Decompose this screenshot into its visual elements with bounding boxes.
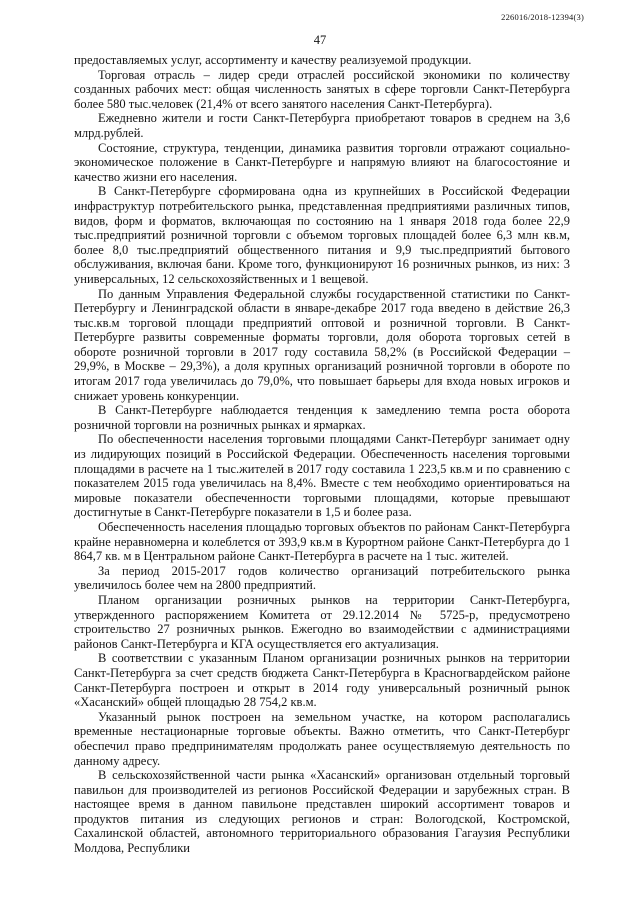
paragraph-daily-purchases: Ежедневно жители и гости Санкт-Петербурга приобретают товаров в среднем на 3,6 млрд.рублей.	[74, 111, 570, 140]
paragraph-land-plot: Указанный рынок построен на земельном участке, на котором располагались временные нестационарные торговые объекты. Важно отметить, что Санкт-Петербург обеспечил право предпринимателям продолжать ранее осуществляемую деятельность по данному адресу.	[74, 709, 570, 768]
paragraph-statistics: По данным Управления Федеральной службы государственной статистики по Санкт-Петербургу и Ленинградской области в январе-декабре 2017 года введено в действие 26,3 тыс.кв.м торговой площади предприятий оптовой и розничной торговли. В Санкт-Петербурге развиты современные форматы торговли, доля оборота торговых сетей в обороте розничной торговли в 2017 году составила 58,2% (в Российской Федерации – 29,9%, в Москве – 29,3%), а доля крупных организаций розничной торговли в обороте по итогам 2017 года увеличилась до 79,0%, что повышает барьеры для входа новых игроков и снижает уровень конкуренции.	[74, 286, 570, 403]
document-id: 226016/2018-12394(3)	[501, 12, 584, 22]
page-number: 47	[313, 33, 327, 47]
paragraph-markets-trend: В Санкт-Петербурге наблюдается тенденция к замедлению темпа роста оборота розничной торговли на розничных рынках и ярмарках.	[74, 403, 570, 432]
paragraph-markets-plan: Планом организации розничных рынков на территории Санкт-Петербурга, утвержденного распоряжением Комитета от 29.12.2014 № 5725-р, предусмотрено строительство 27 розничных рынков. Ежегодно во взаимодействии с администрациями районов Санкт-Петербурга и КГА осуществляется его актуализация.	[74, 592, 570, 651]
paragraph-trade-state: Состояние, структура, тенденции, динамика развития торговли отражают социально-экономическое положение в Санкт-Петербурге и напрямую влияют на благосостояние и качество жизни его населения.	[74, 140, 570, 184]
paragraph-organizations-growth: За период 2015-2017 годов количество организаций потребительского рынка увеличилось более чем на 2800 предприятий.	[74, 563, 570, 593]
paragraph-pavilion: В сельскохозяйственной части рынка «Хасанский» организован отдельный торговый павильон для производителей из регионов Российской Федерации и зарубежных стран. В настоящее время в данном павильоне представлен широкий ассортимент товаров и продуктов питания из следующих регионов и стран: Вологодской, Костромской, Сахалинской областей, автономного территориального образования Гагаузия Республики Молдова, Республики	[74, 768, 570, 856]
paragraph-trade-area-supply: По обеспеченности населения торговыми площадями Санкт-Петербург занимает одну из лидирующих позиций в Российской Федерации. Обеспеченность населения торговыми площадями в расчете на 1 тыс.жителей в 2017 году составила 1 223,5 кв.м и по сравнению с показателем 2015 года увеличилась на 8,4%. Вместе с тем необходимо ориентироваться на мировые показатели обеспеченности торговыми площадями, которые превышают достигнутые в Санкт-Петербурге показатели в 1,5 и более раза.	[74, 432, 570, 520]
paragraph-khasansky-market: В соответствии с указанным Планом организации розничных рынков на территории Санкт-Петербурга за счет средств бюджета Санкт-Петербурга в Красногвардейском районе Санкт-Петербурга построен и открыт в 2014 году универсальный розничный рынок «Хасанский» общей площадью 28 754,2 кв.м.	[74, 651, 570, 710]
document-body	[74, 53, 570, 856]
paragraph-district-supply: Обеспеченность населения площадью торговых объектов по районам Санкт-Петербурга крайне неравномерна и колеблется от 393,9 кв.м в Курортном районе Санкт-Петербурга до 1 864,7 кв. м в Центральном районе Санкт-Петербурга в расчете на 1 тыс. жителей.	[74, 520, 570, 564]
paragraph-continuation: предоставляемых услуг, ассортименту и качеству реализуемой продукции.	[74, 53, 472, 67]
paragraph-infrastructure: В Санкт-Петербурге сформирована одна из крупнейших в Российской Федерации инфраструктур потребительского рынка, представленная предприятиями различных типов, видов, форм и форматов, включающая по состоянию на 1 января 2018 года более 22,9 тыс.предприятий розничной торговли с объемом торговых площадей более 6,3 млн кв.м, более 8,0 тыс.предприятий общественного питания и 9,9 тыс.предприятий бытового обслуживания, включая бани. Кроме того, функционируют 16 розничных рынков, из них: 3 универсальных, 12 сельскохозяйственных и 1 вещевой.	[74, 184, 570, 286]
paragraph-retail-employment: Торговая отрасль – лидер среди отраслей российской экономики по количеству созданных рабочих мест: общая численность занятых в сфере торговли Санкт-Петербурга более 580 тыс.человек (21,4% от всего занятого населения Санкт-Петербурга).	[74, 67, 570, 111]
